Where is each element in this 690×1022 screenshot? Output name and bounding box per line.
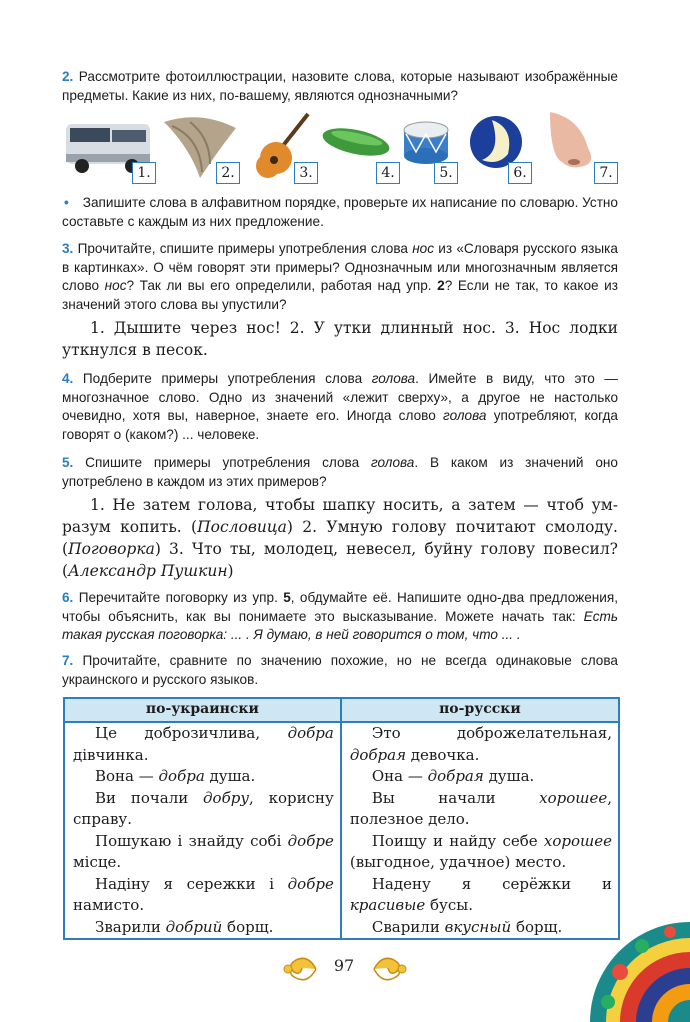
sentence-text: Это доброжелательная, — [371, 724, 612, 742]
table-row — [64, 917, 619, 940]
picture-label: 5. — [434, 162, 458, 184]
comparison-table — [63, 697, 620, 940]
source-label: Пословица — [197, 518, 287, 536]
exercise-text: Перечитайте поговорку из упр. — [73, 590, 284, 605]
example-sentences: 1. Дышите через нос! 2. У утки длинный нос. 3. Нос лодки уткнулся в песок. — [62, 319, 618, 359]
exercise-number: 2. — [62, 69, 74, 84]
column-header-ukrainian: по-украински — [64, 698, 341, 722]
highlighted-word: хорошее — [539, 788, 608, 807]
sentence-text: Пошукаю і знайду собі — [95, 831, 288, 850]
exercise-text: из «Словаря русского языка в картинках». О чём говорят эти примеры? Однозначным или многозначным является слово — [62, 241, 618, 293]
sentence-text: Ви почали — [95, 788, 204, 807]
exercise-number: 6. — [62, 590, 74, 605]
example-sentence: 1. Не затем голова, чтобы шапку носить, а затем — чтоб ум-разум копить. ( — [62, 496, 618, 536]
sentence-text: Зварили — [95, 917, 166, 936]
sentence-text: борщ. — [511, 917, 563, 936]
exercise-5-examples — [62, 494, 618, 582]
sentence-text: , полезное дело. — [349, 788, 612, 828]
picture-label: 1. — [132, 162, 156, 184]
moon-image — [468, 108, 532, 184]
exercise-text: Прочитайте, сравните по значению похожие, но не всегда одинаковые слова украинского и русского языков. — [62, 653, 618, 687]
exercise-text: употребляют, когда говорят о (каком?) ... человеке. — [62, 408, 618, 442]
sentence-text: Надену я серёжки и — [371, 874, 612, 893]
russian-cell — [341, 917, 619, 940]
exercise-text: Подберите примеры употребления слова — [73, 371, 372, 386]
exercise-text: ? Так ли вы его определили, работая над упр. — [126, 278, 438, 293]
sentence-text: (выгодное, удачное) место. — [349, 853, 567, 871]
table-row — [64, 722, 619, 766]
keyword: голова — [370, 455, 415, 470]
left-ornament-icon — [280, 952, 320, 986]
drum-image — [400, 108, 458, 184]
page-footer — [280, 950, 410, 990]
cucumber-image — [320, 108, 400, 184]
page-number: 97 — [333, 956, 355, 975]
sentence-text: бусы. — [425, 896, 473, 914]
sentence-text: , корисну справу. — [73, 788, 334, 828]
highlighted-word: добрая — [427, 767, 484, 785]
sentence-text: Поищу и найду себе — [371, 831, 544, 850]
table-row — [64, 788, 619, 831]
exercise-reference: 2 — [437, 278, 445, 293]
column-header-russian: по-русски — [341, 698, 619, 722]
wing-image — [160, 108, 240, 184]
picture-label: 2. — [216, 162, 240, 184]
picture-label: 4. — [376, 162, 400, 184]
exercise-reference: 5 — [283, 590, 291, 605]
picture-label: 3. — [294, 162, 318, 184]
table-row — [64, 874, 619, 917]
ukrainian-cell — [64, 766, 341, 788]
corner-ornament-icon — [580, 902, 690, 1022]
source-label: Поговорка — [68, 540, 155, 558]
sentence-text: душа. — [483, 767, 535, 785]
exercise-text: Прочитайте, спишите примеры употребления слова — [73, 241, 413, 256]
exercise-number: 5. — [62, 455, 74, 470]
highlighted-word: добре — [287, 874, 334, 893]
exercise-text: . В каком из значений оно употреблено в каждом из этих примеров? — [62, 455, 618, 489]
picture-label: 7. — [594, 162, 618, 184]
exercise-2 — [62, 68, 618, 105]
keyword: голова — [443, 408, 487, 423]
highlighted-word: добру — [203, 788, 250, 807]
picture-strip — [62, 108, 618, 184]
bus-image — [62, 108, 156, 184]
keyword: нос — [104, 278, 127, 293]
highlighted-word: добрая — [349, 745, 407, 764]
ukrainian-cell — [64, 831, 341, 874]
bullet-marker: • — [64, 195, 69, 210]
exercise-6 — [62, 589, 618, 645]
sentence-text: Сварили — [371, 917, 445, 936]
example-sentence: ) — [227, 562, 234, 580]
exercise-text: . Имейте в виду, что это — многозначное слово. Одно из значений «лежит сверху», а другое не настолько очевидно, хотя вы, наверное, знаете его. Иногда слово — [62, 371, 618, 423]
keyword: голова — [371, 371, 416, 386]
sentence-text: Вона — — [95, 767, 159, 785]
sentence-text: душа. — [204, 767, 256, 785]
russian-cell — [341, 722, 619, 766]
example-sentence: ) 3. Что ты, молодец, невесел, буйну голову повесил? ( — [62, 540, 618, 580]
highlighted-word: добра — [158, 767, 205, 785]
exercise-number: 7. — [62, 653, 74, 668]
highlighted-word: хорошее — [543, 831, 612, 850]
keyword: нос — [412, 241, 435, 256]
exercise-text: , обдумайте её. Напишите одно-два предложения, чтобы объяснить, как вы понимаете это высказывание. Можете начать так: — [62, 590, 618, 624]
russian-cell — [341, 874, 619, 917]
exercise-text: Рассмотрите фотоиллюстрации, назовите слова, которые называют изображённые предметы. Какие из них, по-вашему, являются однозначными? — [62, 69, 618, 103]
ukrainian-cell — [64, 788, 341, 831]
russian-cell — [341, 788, 619, 831]
table-header-row — [64, 698, 619, 722]
table-row — [64, 831, 619, 874]
highlighted-word: вкусный — [444, 917, 512, 936]
sentence-text: Она — — [371, 767, 428, 785]
ukrainian-cell — [64, 874, 341, 917]
exercise-text: ? Если не так, то какое из значений этого слова вы упустили? — [62, 278, 618, 312]
exercise-3-examples — [62, 317, 618, 361]
example-sentence: ) 2. Умную голову почитают смолоду. ( — [62, 518, 618, 558]
table-row — [64, 766, 619, 788]
sentence-text: Це доброзичлива, — [95, 724, 288, 742]
exercise-number: 3. — [62, 241, 74, 256]
exercise-7 — [62, 652, 618, 689]
sentence-text: дівчинка. — [73, 745, 149, 764]
sample-start: Есть такая русская поговорка: ... . Я думаю, в ней говорится о том, что ... . — [62, 608, 618, 642]
exercise-5 — [62, 454, 618, 491]
nose-image — [540, 108, 618, 184]
bullet-task — [62, 194, 618, 231]
bullet-text: Запишите слова в алфавитном порядке, проверьте их написание по словарю. Устно составьте с каждым из них предложение. — [62, 195, 618, 229]
highlighted-word: добра — [287, 724, 334, 742]
ukrainian-cell — [64, 917, 341, 940]
source-label: Александр Пушкин — [68, 562, 228, 580]
russian-cell — [341, 766, 619, 788]
highlighted-word: добрий — [165, 917, 223, 936]
sentence-text: місце. — [73, 853, 122, 871]
exercise-3 — [62, 240, 618, 314]
picture-label: 6. — [508, 162, 532, 184]
exercise-4 — [62, 370, 618, 444]
exercise-number: 4. — [62, 371, 74, 386]
sentence-text: намисто. — [73, 896, 145, 914]
guitar-image — [248, 108, 318, 184]
ukrainian-cell — [64, 722, 341, 766]
sentence-text: Надіну я сережки і — [95, 874, 288, 893]
sentence-text: девочка. — [406, 745, 480, 764]
sentence-text: борщ. — [222, 917, 274, 936]
russian-cell — [341, 831, 619, 874]
right-ornament-icon — [370, 952, 410, 986]
highlighted-word: красивые — [349, 896, 426, 914]
exercise-text: Спишите примеры употребления слова — [73, 455, 371, 470]
highlighted-word: добре — [287, 831, 334, 850]
sentence-text: Вы начали — [371, 788, 540, 807]
